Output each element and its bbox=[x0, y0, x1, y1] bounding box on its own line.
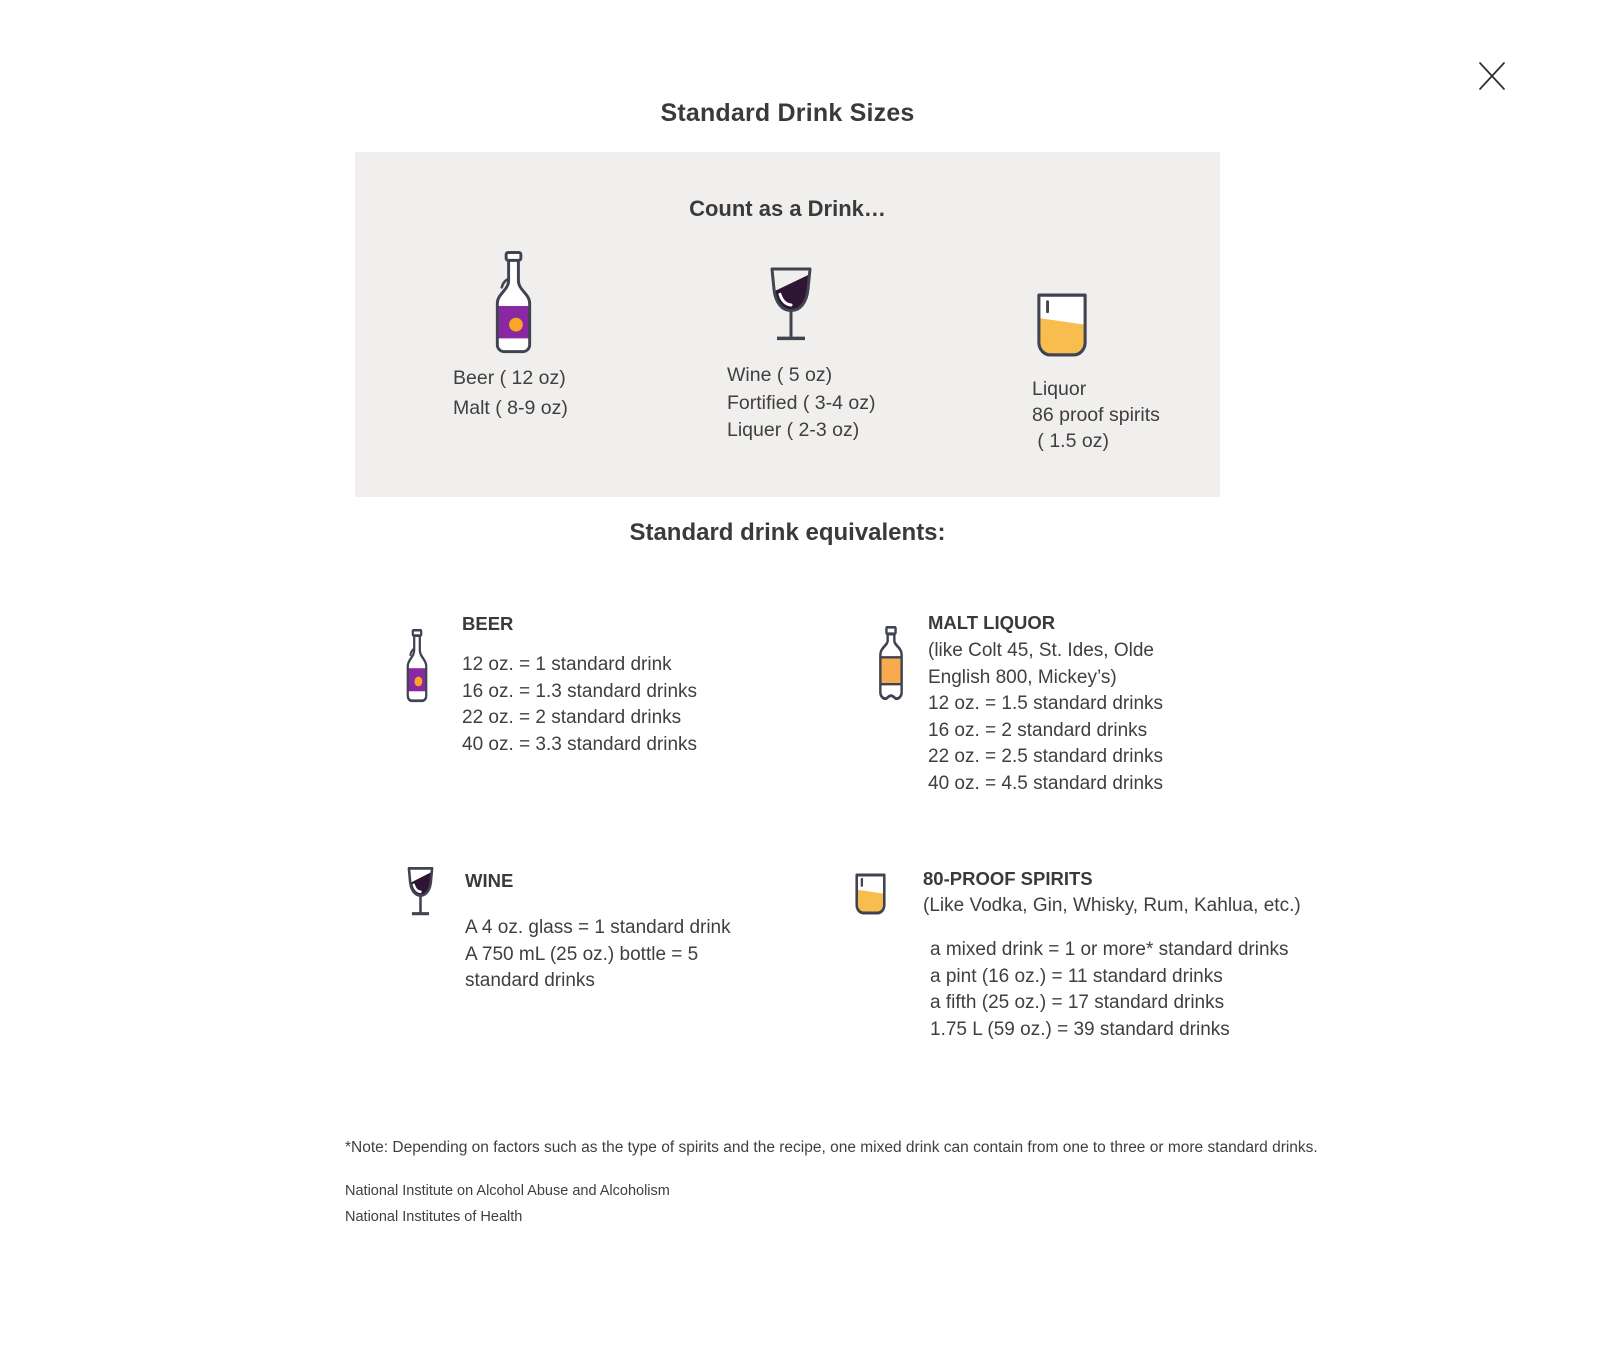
drink-size-line: Liquer ( 2-3 oz) bbox=[727, 419, 860, 441]
drink-size-line: Wine ( 5 oz) bbox=[727, 364, 833, 386]
source-line: National Institute on Alcohol Abuse and Alcoholism bbox=[345, 1183, 670, 1199]
equivalence-line: 12 oz. = 1 standard drink bbox=[462, 654, 672, 675]
equivalence-line: a pint (16 oz.) = 11 standard drinks bbox=[930, 965, 1223, 987]
close-icon bbox=[1477, 61, 1507, 91]
equivalence-line: 1.75 L (59 oz.) = 39 standard drinks bbox=[930, 1018, 1230, 1040]
equivalence-line: 16 oz. = 1.3 standard drinks bbox=[462, 680, 698, 702]
source-line: National Institutes of Health bbox=[345, 1209, 523, 1225]
equivalence-line: 40 oz. = 3.3 standard drinks bbox=[462, 733, 698, 755]
drink-size-line: Malt ( 8-9 oz) bbox=[453, 397, 568, 419]
section-beer bbox=[462, 612, 697, 758]
equivalence-line: A 750 mL (25 oz.) bottle = 5 bbox=[465, 943, 699, 965]
beer-bottle-icon-small bbox=[403, 629, 431, 706]
spirits-glass-icon bbox=[1036, 292, 1088, 358]
wine-glass-icon bbox=[764, 267, 818, 348]
section-malt-liquor bbox=[928, 611, 1163, 797]
equivalence-line: 22 oz. = 2 standard drinks bbox=[462, 707, 682, 728]
drink-size-line: ( 1.5 oz) bbox=[1032, 430, 1109, 452]
equivalence-line: 40 oz. = 4.5 standard drinks bbox=[928, 772, 1164, 794]
equivalence-line: standard drinks bbox=[465, 970, 595, 991]
wine-column bbox=[727, 362, 875, 445]
section-title: 80-PROOF SPIRITS bbox=[923, 868, 1093, 889]
section-title: BEER bbox=[462, 613, 514, 634]
section-title: MALT LIQUOR bbox=[928, 612, 1056, 633]
count-as-drink-heading: Count as a Drink… bbox=[689, 196, 886, 221]
drink-size-line: Liquor bbox=[1032, 378, 1087, 400]
drink-size-line: Fortified ( 3-4 oz) bbox=[727, 391, 876, 414]
equivalence-line: 12 oz. = 1.5 standard drinks bbox=[928, 693, 1164, 714]
equivalence-line: A 4 oz. glass = 1 standard drink bbox=[465, 917, 731, 938]
liquor-column bbox=[1032, 376, 1160, 454]
section-subtitle-line: English 800, Mickey’s) bbox=[928, 666, 1117, 688]
section-spirits bbox=[923, 867, 1301, 1043]
section-subtitle: (Like Vodka, Gin, Whisky, Rum, Kahlua, etc.) bbox=[923, 895, 1301, 916]
drink-size-line: Beer ( 12 oz) bbox=[453, 367, 566, 389]
equivalence-line: 22 oz. = 2.5 standard drinks bbox=[928, 746, 1164, 767]
page-title: Standard Drink Sizes bbox=[660, 99, 915, 127]
footnote: *Note: Depending on factors such as the type of spirits and the recipe, one mixed drink can contain from one to three or more standard drinks. bbox=[345, 1139, 1318, 1156]
wine-glass-icon-small bbox=[404, 867, 437, 920]
section-title: WINE bbox=[465, 870, 514, 891]
drink-size-line: 86 proof spirits bbox=[1032, 404, 1160, 426]
equivalence-line: a mixed drink = 1 or more* standard drinks bbox=[930, 939, 1289, 960]
equivalence-line: 16 oz. = 2 standard drinks bbox=[928, 719, 1148, 741]
equivalence-line: a fifth (25 oz.) = 17 standard drinks bbox=[930, 992, 1225, 1013]
close-button[interactable] bbox=[1477, 60, 1509, 92]
spirits-glass-icon-small bbox=[855, 873, 886, 915]
count-as-drink-panel bbox=[355, 152, 1220, 497]
section-subtitle-line: (like Colt 45, St. Ides, Olde bbox=[928, 640, 1154, 661]
malt-liquor-bottle-icon bbox=[877, 626, 905, 705]
section-wine bbox=[465, 869, 731, 995]
beer-column bbox=[453, 363, 568, 423]
equivalents-heading: Standard drink equivalents: bbox=[629, 519, 946, 546]
beer-bottle-icon bbox=[489, 251, 538, 359]
